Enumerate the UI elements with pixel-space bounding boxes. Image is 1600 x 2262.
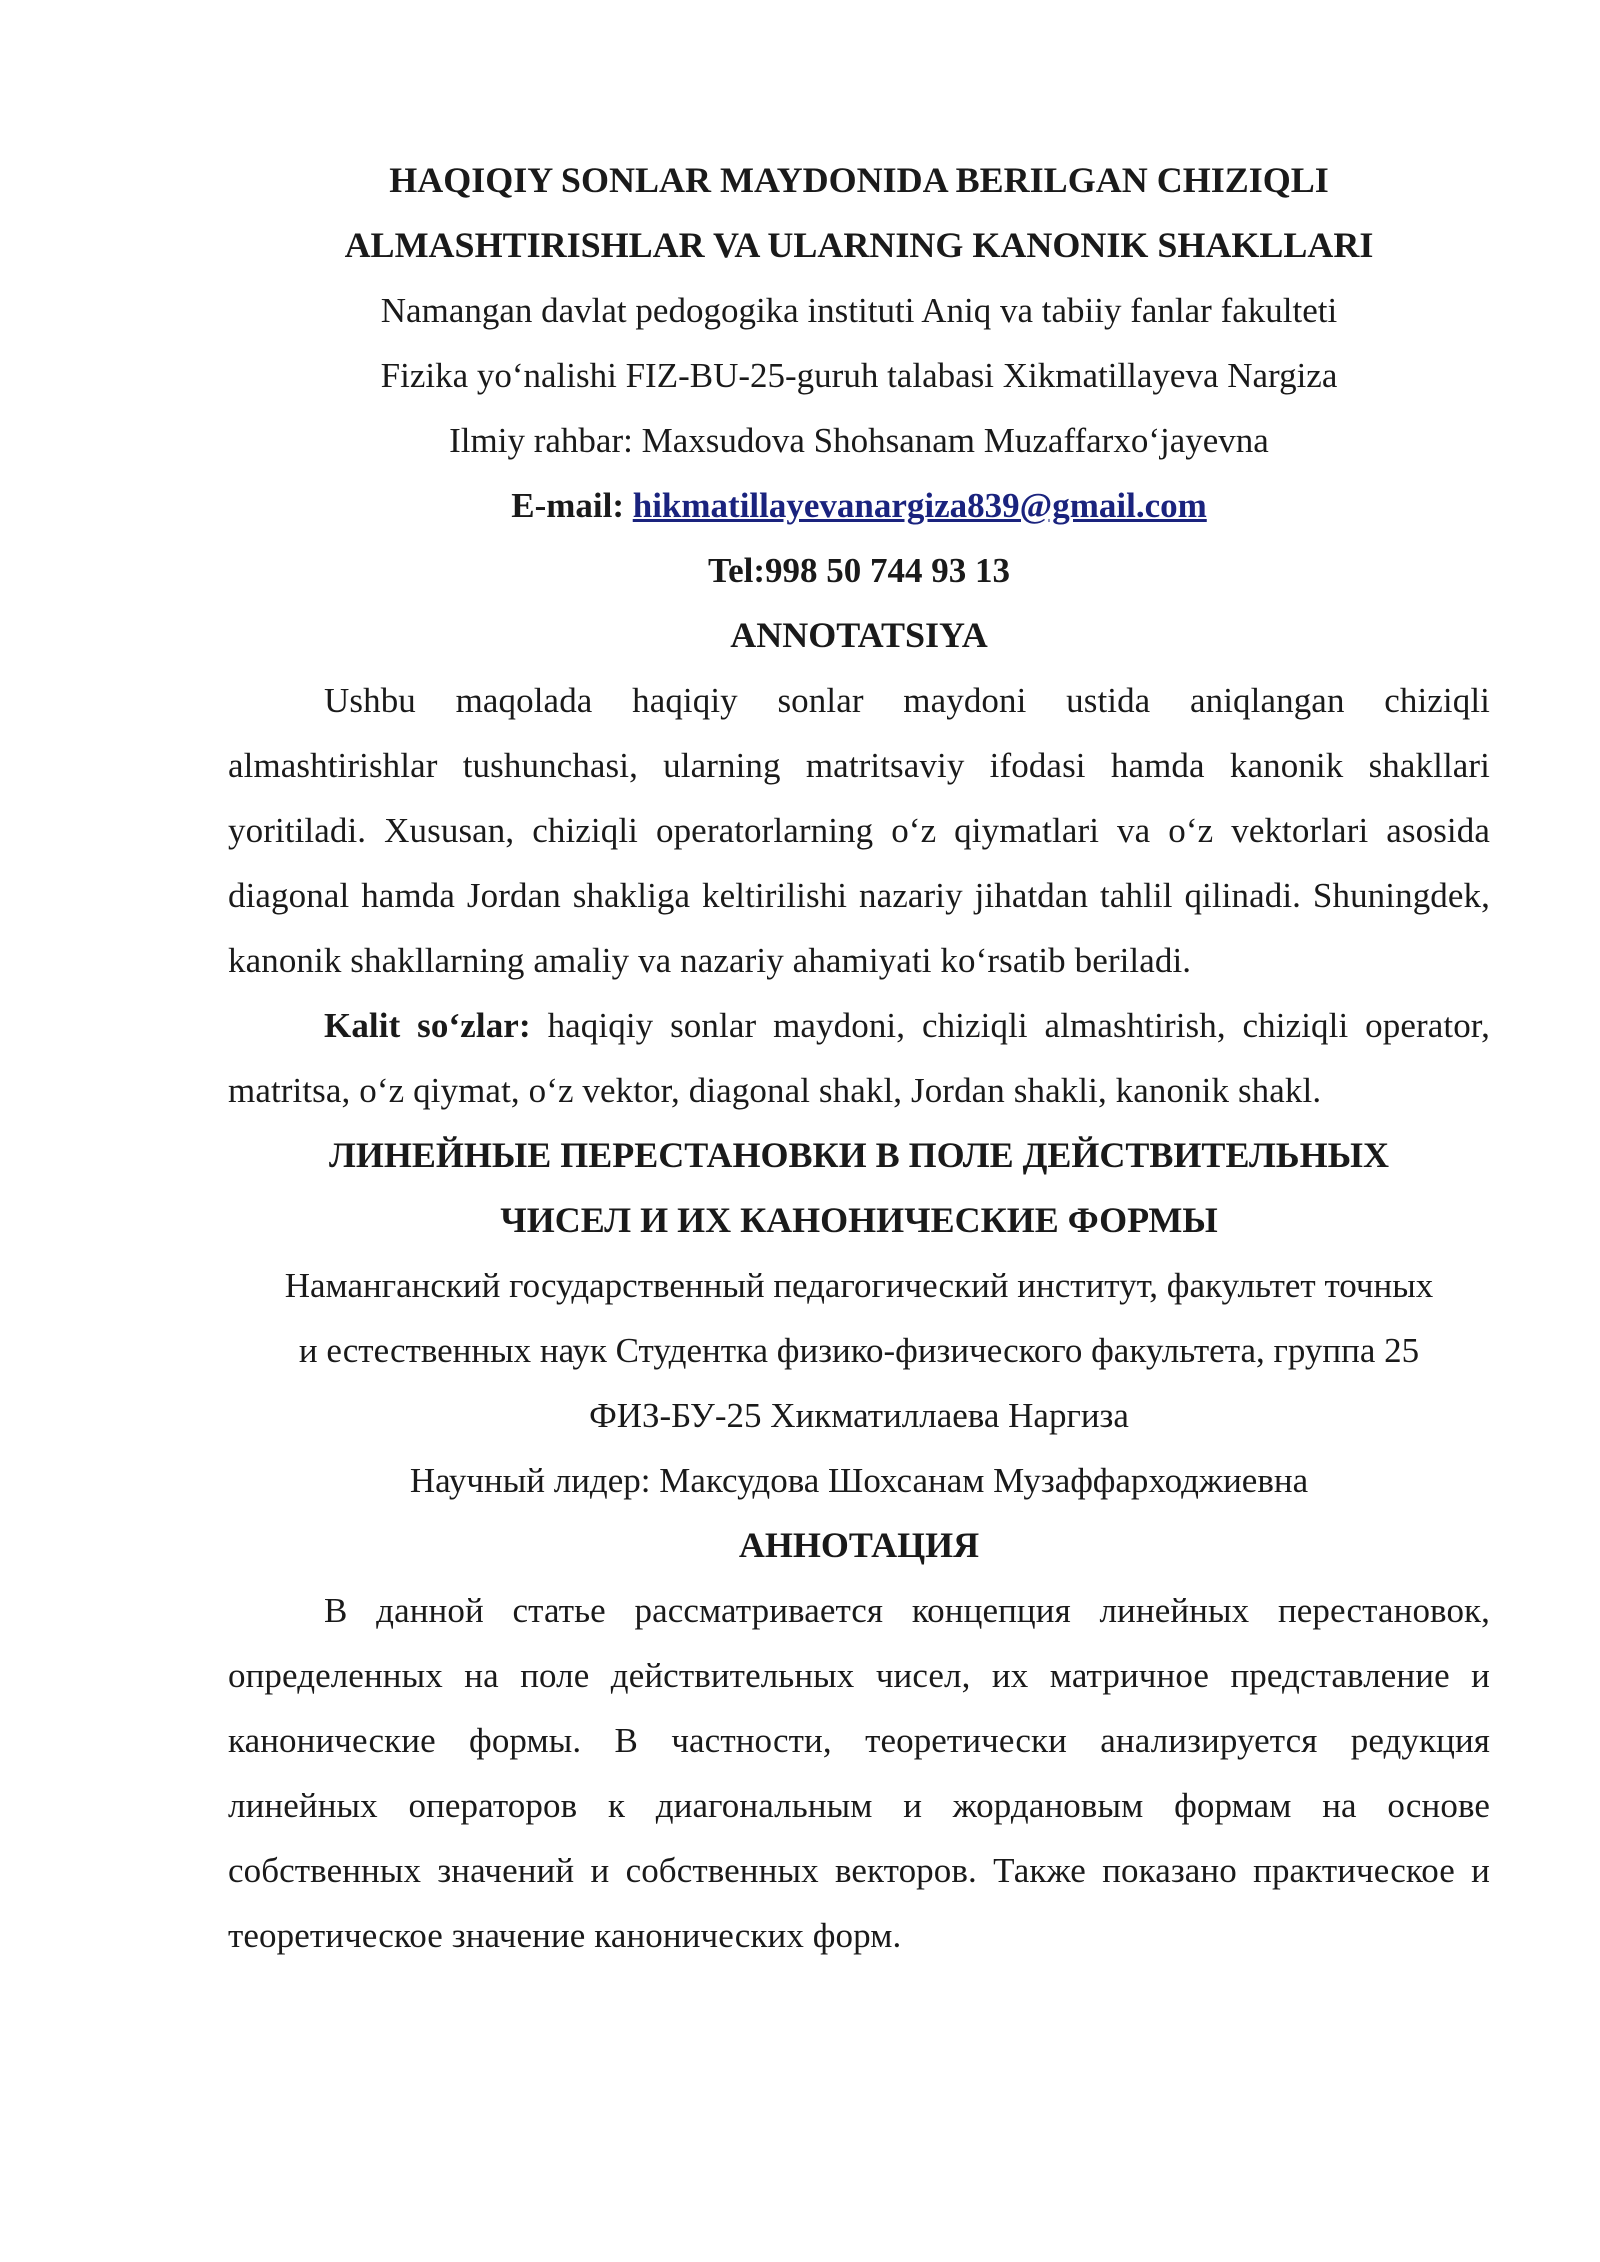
ru-abstract-heading: АННОТАЦИЯ	[738, 1525, 980, 1565]
uz-affiliation: Namangan davlat pedogogika instituti Aniq va tabiiy fanlar fakulteti	[380, 291, 1338, 330]
keywords-label: Kalit so‘zlar:	[324, 1006, 531, 1045]
ru-affiliation-line3: ФИЗ-БУ-25 Хикматиллаева Наргиза	[589, 1396, 1129, 1435]
uz-keywords	[228, 993, 1490, 1123]
ru-affiliation-line1: Наманганский государственный педагогический институт, факультет точных	[284, 1266, 1434, 1305]
ru-title-line2: ЧИСЕЛ И ИХ КАНОНИЧЕСКИЕ ФОРМЫ	[500, 1200, 1218, 1240]
uz-title-line1: HAQIQIY SONLAR MAYDONIDA BERILGAN CHIZIQLI	[389, 160, 1329, 200]
uz-student: Fizika yo‘nalishi FIZ-BU-25-guruh talabasi Xikmatillayeva Nargiza	[380, 356, 1338, 395]
email-label: E-mail:	[511, 486, 624, 525]
ru-affiliation-line2: и естественных наук Студентка физико-физического факультета, группа 25	[298, 1331, 1420, 1370]
document-page	[228, 148, 1490, 1968]
uz-title-line2: ALMASHTIRISHLAR VA ULARNING KANONIK SHAKLLARI	[344, 225, 1374, 265]
uz-abstract-heading: ANNOTATSIYA	[730, 615, 988, 655]
ru-title-line1: ЛИНЕЙНЫЕ ПЕРЕСТАНОВКИ В ПОЛЕ ДЕЙСТВИТЕЛЬНЫХ	[329, 1135, 1389, 1175]
email-link[interactable]: hikmatillayevanargiza839@gmail.com	[632, 486, 1207, 525]
uz-abstract-text: Ushbu maqolada haqiqiy sonlar maydoni ustida aniqlangan chiziqli almashtirishlar tushunchasi, ularning matritsaviy ifodasi hamda kanonik shakllari yoritiladi. Xususan, chiziqli operatorlarning o‘z qiymatlari va o‘z vektorlari asosida diagonal hamda Jordan shakliga keltirilishi nazariy jihatdan tahlil qilinadi. Shuningdek, kanonik shakllarning amaliy va nazariy ahamiyati ko‘rsatib beriladi.	[228, 681, 1490, 980]
ru-abstract-text: В данной статье рассматривается концепция линейных перестановок, определенных на поле действительных чисел, их матричное представление и канонические формы. В частности, теоретически анализируется редукция линейных операторов к диагональным и жордановым формам на основе собственных значений и собственных векторов. Также показано практическое и теоретическое значение канонических форм.	[228, 1591, 1490, 1955]
email-line	[228, 473, 1490, 538]
uz-advisor: Ilmiy rahbar: Maxsudova Shohsanam Muzaffarxo‘jayevna	[449, 421, 1269, 460]
phone-line: Tel:998 50 744 93 13	[707, 551, 1011, 590]
ru-advisor: Научный лидер: Максудова Шохсанам Музаффарходжиевна	[409, 1461, 1309, 1500]
keywords-text: haqiqiy sonlar maydoni, chiziqli almashtirish, chiziqli operator, matritsa, o‘z qiymat, o‘z vektor, diagonal shakl, Jordan shakli, kanonik shakl.	[228, 1006, 1490, 1110]
